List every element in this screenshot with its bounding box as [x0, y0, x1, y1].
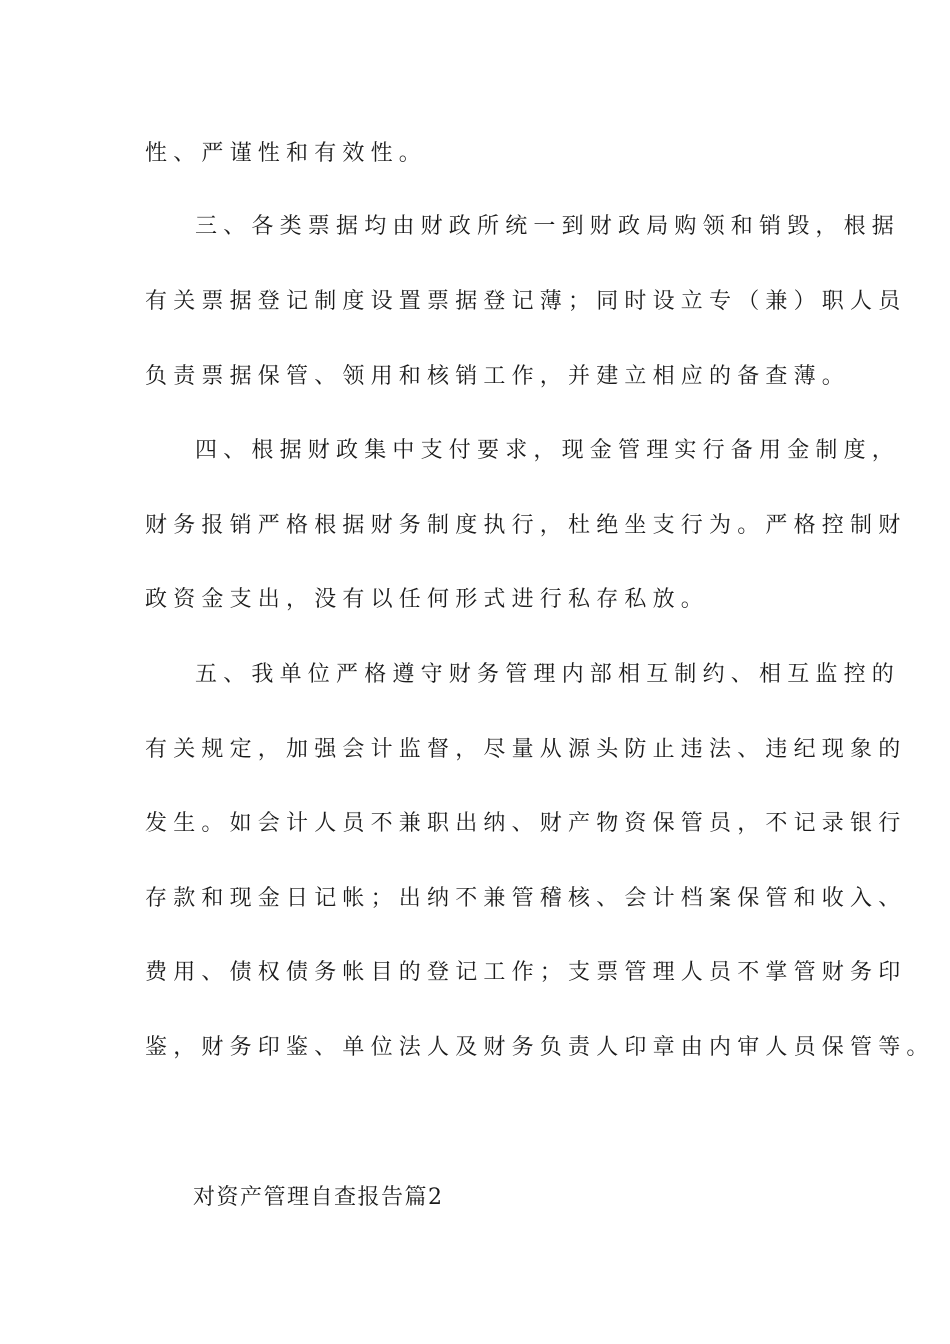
- paragraph-line: 三、各类票据均由财政所统一到财政局购领和销毁，根据: [195, 214, 901, 239]
- paragraph-line: 鉴，财务印鉴、单位法人及财务负责人印章由内审人员保管等。: [145, 1035, 935, 1060]
- paragraph-line: 五、我单位严格遵守财务管理内部相互制约、相互监控的: [195, 662, 901, 687]
- paragraph-line: 有关规定，加强会计监督，尽量从源头防止违法、违纪现象的: [145, 737, 907, 762]
- paragraph-line: 费用、债权债务帐目的登记工作；支票管理人员不掌管财务印: [145, 960, 907, 985]
- paragraph-line: 政资金支出，没有以任何形式进行私存私放。: [145, 587, 710, 612]
- paragraph-line: 存款和现金日记帐；出纳不兼管稽核、会计档案保管和收入、: [145, 886, 907, 911]
- paragraph-line: 性、严谨性和有效性。: [145, 141, 428, 166]
- section-heading: 对资产管理自查报告篇2: [193, 1185, 444, 1210]
- paragraph-line: 负责票据保管、领用和核销工作，并建立相应的备查薄。: [145, 364, 851, 389]
- paragraph-line: 四、根据财政集中支付要求，现金管理实行备用金制度，: [195, 438, 901, 463]
- paragraph-line: 发生。如会计人员不兼职出纳、财产物资保管员，不记录银行: [145, 811, 907, 836]
- paragraph-line: 财务报销严格根据财务制度执行，杜绝坐支行为。严格控制财: [145, 513, 907, 538]
- paragraph-line: 有关票据登记制度设置票据登记薄；同时设立专（兼）职人员: [145, 289, 907, 314]
